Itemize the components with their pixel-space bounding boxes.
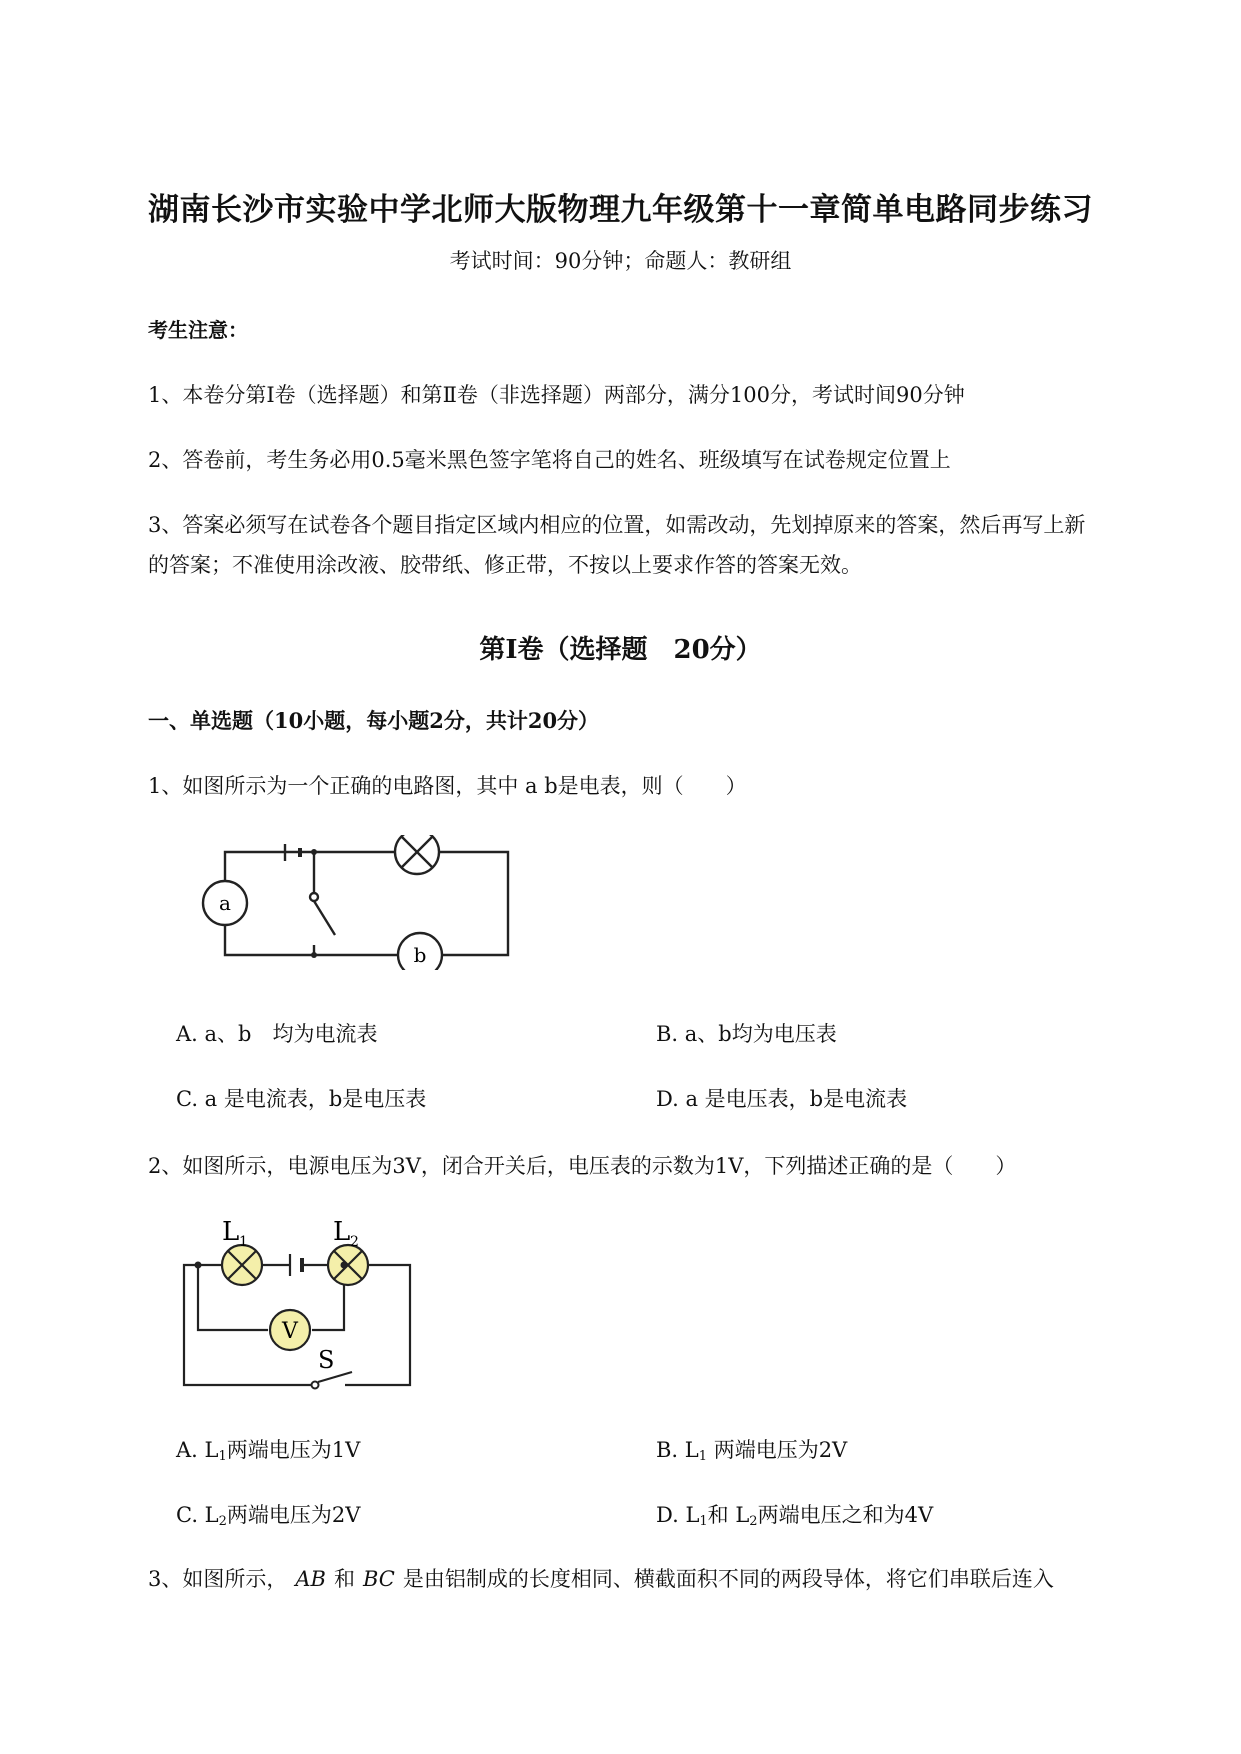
q1-option-d[interactable]: D. a 是电压表，b是电流表 [656,1087,908,1111]
switch-pivot [310,893,318,901]
section-title: 第I卷（选择题 20分） [479,635,762,665]
lamp-l2-label: L [333,1217,351,1247]
q3-prefix: 3、如图所示， [148,1567,288,1591]
q2-option-d-mid: 和 L [707,1503,750,1527]
note-3: 3、答案必须写在试卷各个题目指定区域内相应的位置，如需改动，先划掉原来的答案，然后再写上新 [148,513,1086,537]
q2-option-b-prefix: B. L [656,1438,699,1462]
q2-option-d-prefix: D. L [656,1503,700,1527]
q2-option-c[interactable] [176,1499,360,1529]
q2-option-b[interactable] [656,1434,847,1464]
voltmeter-label: V [282,1319,298,1344]
note-2: 2、答卷前，考生务必用0.5毫米黑色签字笔将自己的姓名、班级填写在试卷规定位置上 [148,448,951,472]
meter-a-label: a [219,891,231,915]
q2-option-b-text: 两端电压为2V [707,1438,848,1462]
lamp-l1-label: L [222,1217,240,1247]
q2-option-d[interactable] [656,1499,933,1529]
q3-conductor-ab: AB [295,1567,326,1591]
q3-and: 和 [333,1567,355,1591]
q2-option-c-prefix: C. L [176,1503,219,1527]
q2-option-d-text: 两端电压之和为4V [757,1503,934,1527]
lamp-l2-subscript: 2 [350,1234,359,1250]
q3-text: 是由铝制成的长度相同、横截面积不同的两段导体，将它们串联后连入 [402,1567,1054,1591]
page-title: 湖南长沙市实验中学北师大版物理九年级第十一章简单电路同步练习 [148,192,1093,228]
question-3-stem [148,1563,1054,1593]
question-1-stem: 1、如图所示为一个正确的电路图，其中 a b是电表，则（ ） [148,774,747,798]
question-2-circuit-diagram [170,1210,430,1400]
switch-blade [314,901,335,935]
switch-label: S [318,1346,335,1374]
q2-option-a[interactable] [176,1434,360,1464]
q2-option-b-subscript: 1 [698,1449,708,1464]
q2-option-a-prefix: A. L [176,1438,219,1462]
q2-option-c-subscript: 2 [218,1514,227,1529]
exam-info: 考试时间：90分钟；命题人：教研组 [449,249,792,273]
part-title: 一、单选题（10小题，每小题2分，共计20分） [148,708,600,733]
lamp-icon [395,835,439,874]
wire-right-loop [440,852,508,955]
question-1-circuit-diagram [190,835,530,970]
q2-option-c-text: 两端电压为2V [226,1503,361,1527]
question-2-stem: 2、如图所示，电源电压为3V，闭合开关后，电压表的示数为1V，下列描述正确的是（ ） [148,1154,1017,1178]
q2-option-d-subscript-1: 1 [699,1514,708,1529]
note-1: 1、本卷分第I卷（选择题）和第Ⅱ卷（非选择题）两部分，满分100分，考试时间90分钟 [148,383,965,407]
q1-option-c[interactable]: C. a 是电流表，b是电压表 [176,1087,427,1111]
q2-option-a-text: 两端电压为1V [226,1438,361,1462]
q2-option-a-subscript: 1 [218,1449,227,1464]
q2-option-d-subscript-2: 2 [749,1514,758,1529]
q1-option-a[interactable]: A. a、b 均为电流表 [176,1022,378,1046]
note-3-continued: 的答案；不准使用涂改液、胶带纸、修正带，不按以上要求作答的答案无效。 [148,553,862,577]
lamp-l1-subscript: 1 [239,1234,248,1250]
q3-conductor-bc: BC [362,1567,395,1591]
q1-option-b[interactable]: B. a、b均为电压表 [656,1022,837,1046]
meter-b-label: b [413,943,427,967]
notice-heading: 考生注意： [148,318,248,342]
wire-left-loop [225,852,400,955]
